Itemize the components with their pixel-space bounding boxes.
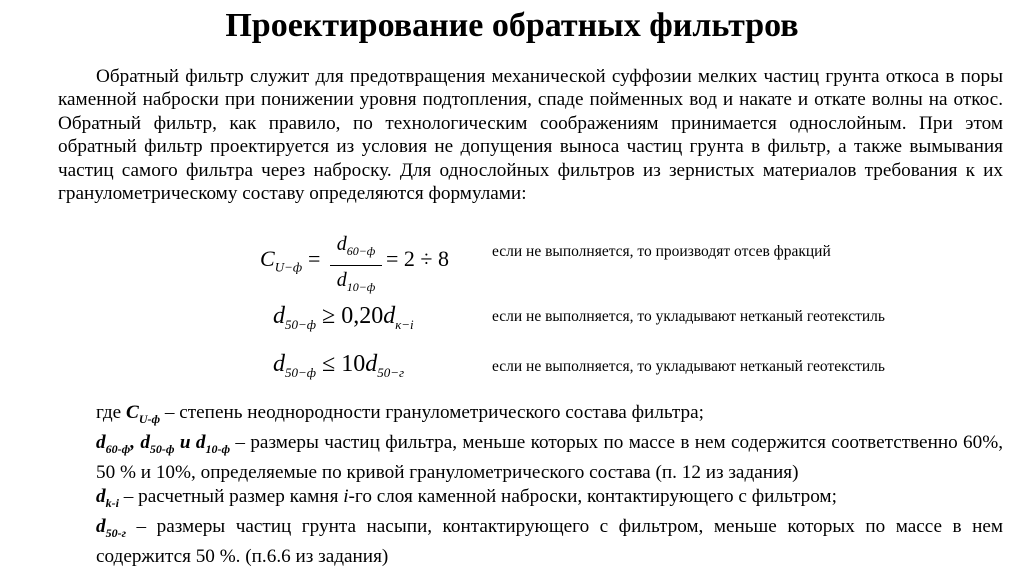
definition-d50g: $d_{50-г}$ – размеры частиц грунта насыпи, контактирующего с фильтром, меньше которых по массе в нем содержится 50 %. (п.6.6 из задания) (96, 516, 1003, 568)
condition-2: если не выполняется, то укладывают нетканый геотекстиль (492, 308, 885, 325)
definitions (58, 401, 1003, 569)
definition-cu: где $C_{U-ф}$ – степень неоднородности гранулометрического состава фильтра; (96, 402, 704, 426)
fraction-denominator: $d_{10-ф}$ (336, 269, 376, 294)
formula-fraction (330, 232, 382, 299)
fraction-numerator: $d_{60-ф}$ (336, 233, 376, 258)
condition-1: если не выполняется, то производят отсев фракций (492, 243, 831, 260)
condition-3: если не выполняется, то укладывают нетканый геотекстиль (492, 358, 885, 375)
intro-text: Обратный фильтр служит для предотвращения механической суффозии мелких частиц грунта откоса в поры каменной наброски при понижении уровня подтопления, спаде пойменных вод и накате и откате волны на откос. Обратный фильтр, как правило, по технологическим соображениям принимается однослойным. При этом обратный фильтр проектируется из условия не допущения выноса частиц грунта в фильтр, а также вымывания частиц самого фильтра через наброску. Для однослойных фильтров из зернистых материалов требования к их гранулометрическому составу определяются формулами: (58, 66, 1003, 205)
intro-paragraph (58, 65, 1003, 205)
formula-lhs: $C_{U-ф}$ (260, 246, 303, 275)
formula-equals: = (308, 246, 321, 271)
definition-d-filter: $d_{60-ф}$, $d_{50-ф}$ и $d_{10-ф}$ – размеры частиц фильтра, меньше которых по массе в нем содержится соответственно 60%, 50 % и 10%, определяемые по кривой гранулометрического состава (п. 12 из задания) (96, 432, 1004, 484)
formula-d50-upper: $d_{50-ф} \le 10d_{50-г}$ (273, 351, 405, 380)
fraction-bar (330, 265, 382, 266)
definition-dk: $d_{k-i}$ – расчетный размер камня i-го слоя каменной наброски, контактирующего с фильтром; (96, 485, 837, 510)
formula-d50-lower: $d_{50-ф} \ge 0,20d_{к-i}$ (273, 303, 414, 332)
page-title: Проектирование обратных фильтров (225, 7, 799, 44)
formula-rhs: = 2 ÷ 8 (386, 246, 449, 271)
